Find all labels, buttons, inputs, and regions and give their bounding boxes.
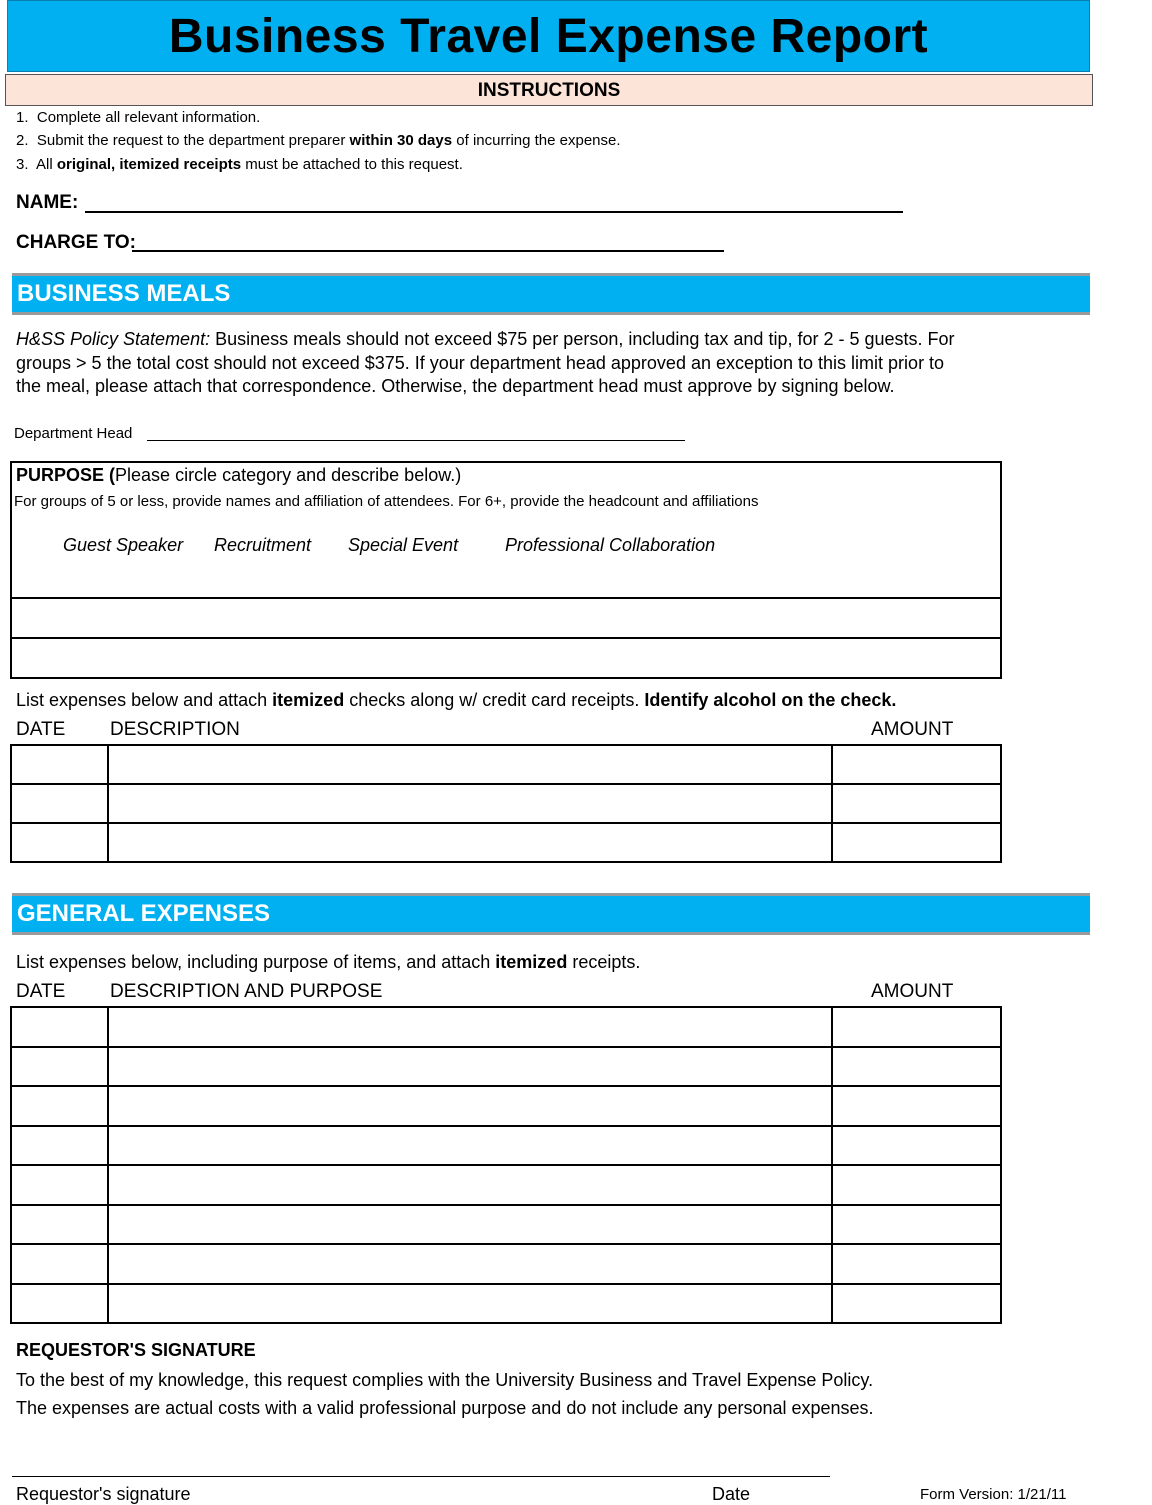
amount-cell[interactable]	[832, 1007, 1001, 1047]
description-cell[interactable]	[108, 1244, 832, 1284]
name-field[interactable]	[85, 211, 903, 213]
general-expenses-title: GENERAL EXPENSES	[17, 900, 270, 927]
department-head-signature-field[interactable]	[147, 440, 685, 441]
charge-to-field[interactable]	[132, 250, 724, 252]
description-cell[interactable]	[108, 1007, 832, 1047]
compliance-statement-line: The expenses are actual costs with a valid professional purpose and do not include any personal expenses.	[16, 1398, 874, 1418]
purpose-label	[16, 465, 461, 486]
description-cell[interactable]	[108, 1086, 832, 1126]
general-expenses-header	[12, 893, 1090, 935]
instruction-emphasis: within 30 days	[349, 132, 453, 149]
date-cell[interactable]	[11, 1165, 108, 1205]
purpose-description-row[interactable]	[10, 637, 1002, 679]
date-cell[interactable]	[11, 1007, 108, 1047]
business-meals-header	[12, 273, 1090, 315]
description-cell[interactable]	[108, 1205, 832, 1245]
table-row	[11, 1007, 1001, 1047]
purpose-note: For groups of 5 or less, provide names and affiliation of attendees. For 6+, provide the headcount and affiliations	[14, 493, 759, 510]
category-guest-speaker[interactable]: Guest Speaker	[63, 535, 184, 555]
table-row	[11, 1047, 1001, 1087]
amount-cell[interactable]	[832, 1244, 1001, 1284]
instruction-emphasis: itemized	[272, 690, 345, 710]
business-meals-title: BUSINESS MEALS	[17, 280, 231, 307]
instruction-text: List expenses below, including purpose of items, and attach	[16, 952, 496, 972]
description-cell[interactable]	[108, 784, 832, 823]
instruction-text: receipts.	[567, 952, 641, 972]
meals-list-instruction	[16, 690, 896, 711]
report-title: Business Travel Expense Report	[168, 10, 929, 63]
meals-col-date: DATE	[16, 719, 66, 740]
instruction-number: 3.	[16, 156, 29, 173]
compliance-statement-line: To the best of my knowledge, this request complies with the University Business and Travel Expense Policy.	[16, 1370, 874, 1390]
table-row	[11, 1126, 1001, 1166]
description-cell[interactable]	[108, 823, 832, 862]
meals-col-description: DESCRIPTION	[110, 719, 240, 740]
purpose-description-row[interactable]	[10, 597, 1002, 639]
meals-col-amount: AMOUNT	[871, 719, 954, 740]
instruction-text: checks along w/ credit card receipts.	[344, 690, 645, 710]
table-row	[11, 1086, 1001, 1126]
name-label: NAME:	[16, 192, 79, 213]
date-cell[interactable]	[11, 784, 108, 823]
department-head-label: Department Head	[14, 425, 133, 442]
category-recruitment[interactable]: Recruitment	[214, 535, 312, 555]
table-row	[11, 745, 1001, 784]
policy-line: groups > 5 the total cost should not exceed $375. If your department head approved an exception to this limit prior to	[16, 352, 945, 373]
purpose-heading: PURPOSE (	[16, 465, 116, 485]
table-row	[11, 784, 1001, 823]
table-row	[11, 823, 1001, 862]
date-cell[interactable]	[11, 1126, 108, 1166]
general-list-instruction	[16, 952, 640, 973]
instruction-item-3	[16, 156, 463, 173]
general-col-description: DESCRIPTION AND PURPOSE	[110, 981, 383, 1002]
instruction-text: of incurring the expense.	[452, 132, 621, 149]
instruction-text: Submit the request to the department preparer	[36, 132, 350, 149]
purpose-instruction: Please circle category and describe below.)	[115, 465, 462, 485]
amount-cell[interactable]	[832, 1205, 1001, 1245]
instruction-emphasis: itemized	[495, 952, 568, 972]
general-col-amount: AMOUNT	[871, 981, 954, 1002]
amount-cell[interactable]	[832, 784, 1001, 823]
category-professional-collaboration[interactable]: Professional Collaboration	[505, 535, 716, 555]
description-cell[interactable]	[108, 1284, 832, 1324]
instruction-number: 2.	[16, 132, 29, 149]
signature-date-label: Date	[712, 1484, 751, 1504]
category-special-event[interactable]: Special Event	[348, 535, 459, 555]
instruction-text: List expenses below and attach	[16, 690, 273, 710]
instruction-text: Complete all relevant information.	[36, 109, 261, 126]
instruction-emphasis: original, itemized receipts	[56, 156, 242, 173]
meals-expense-table	[10, 744, 1002, 863]
instruction-number: 1.	[16, 109, 29, 126]
table-row	[11, 1284, 1001, 1324]
table-row	[11, 1244, 1001, 1284]
policy-line: the meal, please attach that correspondence. Otherwise, the department head must approve by signing below.	[16, 376, 895, 396]
amount-cell[interactable]	[832, 1126, 1001, 1166]
instruction-item-1	[16, 109, 260, 126]
amount-cell[interactable]	[832, 1047, 1001, 1087]
policy-label: H&SS Policy Statement:	[16, 329, 211, 349]
requestor-signature-heading: REQUESTOR'S SIGNATURE	[16, 1340, 256, 1360]
date-cell[interactable]	[11, 1047, 108, 1087]
date-cell[interactable]	[11, 745, 108, 784]
general-col-date: DATE	[16, 981, 66, 1002]
description-cell[interactable]	[108, 1126, 832, 1166]
charge-to-label: CHARGE TO:	[16, 232, 136, 253]
date-cell[interactable]	[11, 1284, 108, 1324]
date-cell[interactable]	[11, 1086, 108, 1126]
amount-cell[interactable]	[832, 1165, 1001, 1205]
report-title-banner	[7, 0, 1090, 72]
signature-line[interactable]	[12, 1476, 830, 1477]
amount-cell[interactable]	[832, 745, 1001, 784]
instructions-heading: INSTRUCTIONS	[5, 74, 1093, 106]
amount-cell[interactable]	[832, 1086, 1001, 1126]
date-cell[interactable]	[11, 1244, 108, 1284]
meal-policy-statement	[16, 328, 955, 399]
instruction-text: All	[36, 156, 57, 173]
description-cell[interactable]	[108, 1165, 832, 1205]
date-cell[interactable]	[11, 1205, 108, 1245]
amount-cell[interactable]	[832, 1284, 1001, 1324]
instruction-item-2	[16, 132, 621, 149]
policy-line: Business meals should not exceed $75 per person, including tax and tip, for 2 - 5 guests. For	[210, 329, 955, 349]
date-cell[interactable]	[11, 823, 108, 862]
table-row	[11, 1205, 1001, 1245]
instruction-text: must be attached to this request.	[241, 156, 463, 173]
description-cell[interactable]	[108, 745, 832, 784]
general-expense-table	[10, 1006, 1002, 1324]
amount-cell[interactable]	[832, 823, 1001, 862]
form-version: Form Version: 1/21/11	[920, 1486, 1067, 1503]
requestor-signature-label: Requestor's signature	[16, 1484, 191, 1504]
table-row	[11, 1165, 1001, 1205]
description-cell[interactable]	[108, 1047, 832, 1087]
instruction-emphasis: Identify alcohol on the check.	[644, 690, 897, 710]
